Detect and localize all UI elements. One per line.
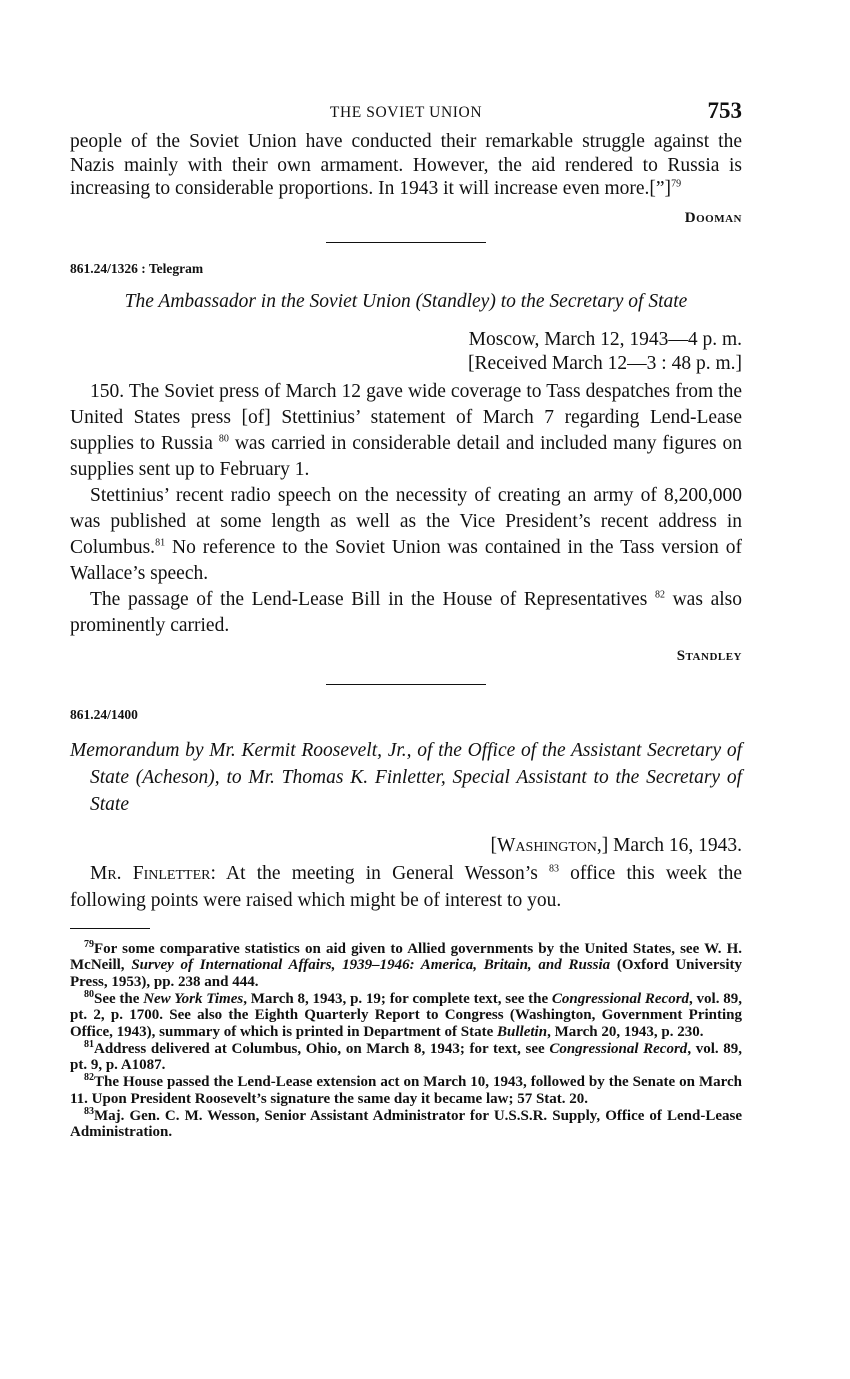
paragraph xyxy=(70,587,742,639)
footnote xyxy=(70,988,742,1041)
footnote-number: 82 xyxy=(84,1072,94,1084)
paragraph xyxy=(70,379,742,483)
document-title: Memorandum by Mr. Kermit Roosevelt, Jr., of the Office of the Assistant Secretary of State (Acheson), to Mr. Thomas K. Finletter, Special Assistant to the Secretary of State xyxy=(70,739,742,815)
dateline: Moscow, March 12, 1943—4 p. m. xyxy=(468,328,742,350)
footnote-ref: 81 xyxy=(155,537,166,548)
footnote-number: 79 xyxy=(84,938,94,950)
footnote-italic: Bulletin xyxy=(497,1024,548,1041)
footnote-text: , vol. 89, pt. 9, p. A1087. xyxy=(70,1040,742,1074)
running-head xyxy=(70,98,742,130)
salutation: Mr. Finletter xyxy=(90,862,211,884)
footnote-text: (Oxford University Press, 1953), pp. 238 and 444. xyxy=(70,957,742,990)
page-number: 753 xyxy=(707,98,742,123)
footnote xyxy=(70,1038,742,1074)
footnote-italic: Survey of International Affairs, 1939–1946: America, Britain, and Russia xyxy=(131,957,611,974)
footnote-text: Address delivered at Columbus, Ohio, on March 8, 1943; for text, see xyxy=(94,1040,550,1057)
footnote-ref: 79 xyxy=(671,178,682,190)
footnote xyxy=(70,938,742,991)
paragraph-text: Stettinius’ recent radio speech on the necessity of creating an army of 8,200,000 was published at some length as well as the Vice President’s recent address in Columbus. xyxy=(70,484,742,558)
signature-dooman: Dooman xyxy=(684,209,742,226)
footnote-number: 81 xyxy=(84,1038,94,1050)
section-divider xyxy=(326,242,486,243)
footnote-italic: New York Times xyxy=(143,990,244,1007)
footnote-number: 80 xyxy=(84,988,94,1000)
footnote xyxy=(70,1074,742,1107)
footnote-text: The House passed the Lend-Lease extension act on March 10, 1943, followed by the Senate on March 11. Upon President Roosevelt’s signature the same day it became law; 57 Stat. 20. xyxy=(70,1074,742,1107)
signature-standley: Standley xyxy=(676,647,742,664)
paragraph-text: The passage of the Lend-Lease Bill in the House of Representatives xyxy=(90,588,655,610)
document-title: The Ambassador in the Soviet Union (Standley) to the Secretary of State xyxy=(124,290,688,312)
footnote-text: , vol. 89, pt. 2, p. 1700. See also the Eighth Quarterly Report to Congress (Washington, Government Printing Office, 1943), summary of which is printed in Department of State xyxy=(70,990,742,1041)
footnote-italic: Congressional Record xyxy=(551,990,690,1007)
footnote-ref: 82 xyxy=(654,589,665,600)
dateline-place: [Washington,] xyxy=(490,834,609,856)
section-divider xyxy=(326,684,486,685)
paragraph-text: : At the meeting in General Wesson’s xyxy=(210,862,549,884)
footnote-text: , March 20, 1943, p. 230. xyxy=(547,1024,704,1041)
paragraph-text: was also prominently carried. xyxy=(70,588,742,636)
paragraph-text: was carried in considerable detail and included many figures on supplies sent up to February 1. xyxy=(70,432,742,480)
paragraph-text: 150. The Soviet press of March 12 gave wide coverage to Tass despatches from the United States press [of] Stettinius’ statement of March 7 regarding Lend-Lease supplies to Russia xyxy=(70,380,742,454)
dateline-date: March 16, 1943. xyxy=(608,834,742,856)
received-line: [Received March 12—3 : 48 p. m.] xyxy=(467,352,742,374)
footnote-ref: 83 xyxy=(548,863,559,874)
continuation-paragraph xyxy=(70,130,742,201)
footnote-text: Maj. Gen. C. M. Wesson, Senior Assistant Administrator for U.S.S.R. Supply, Office of Lend-Lease Administration. xyxy=(70,1107,742,1141)
paragraph xyxy=(70,483,742,587)
paragraph-text: No reference to the Soviet Union was contained in the Tass version of Wallace’s speech. xyxy=(70,536,742,584)
dateline xyxy=(70,834,742,858)
footnote-italic: Congressional Record xyxy=(549,1040,688,1057)
continuation-text: people of the Soviet Union have conducted their remarkable struggle against the Nazis mainly with their own armament. However, the aid rendered to Russia is increasing to considerable proportions. In 1943 it will increase even more.[”] xyxy=(70,131,742,199)
paragraph-text: office this week the following points were raised which might be of interest to you. xyxy=(70,862,742,911)
footnote-text: For some comparative statistics on aid given to Allied governments by the United States, see W. H. McNeill, xyxy=(70,940,742,974)
paragraph xyxy=(70,860,742,914)
running-title: THE SOVIET UNION xyxy=(329,104,483,121)
footnote xyxy=(70,1105,742,1141)
footnote-text: , March 8, 1943, p. 19; for complete text, see the xyxy=(243,990,552,1007)
footnote-number: 83 xyxy=(84,1105,94,1117)
footnotes xyxy=(70,938,742,1141)
footnote-ref: 80 xyxy=(218,433,229,444)
file-reference: 861.24/1326 : Telegram xyxy=(70,261,204,276)
document-page xyxy=(70,98,742,1141)
footnote-divider xyxy=(70,928,150,929)
file-reference: 861.24/1400 xyxy=(70,707,138,722)
body-text xyxy=(70,130,742,914)
footnote-text: See the xyxy=(94,990,144,1007)
